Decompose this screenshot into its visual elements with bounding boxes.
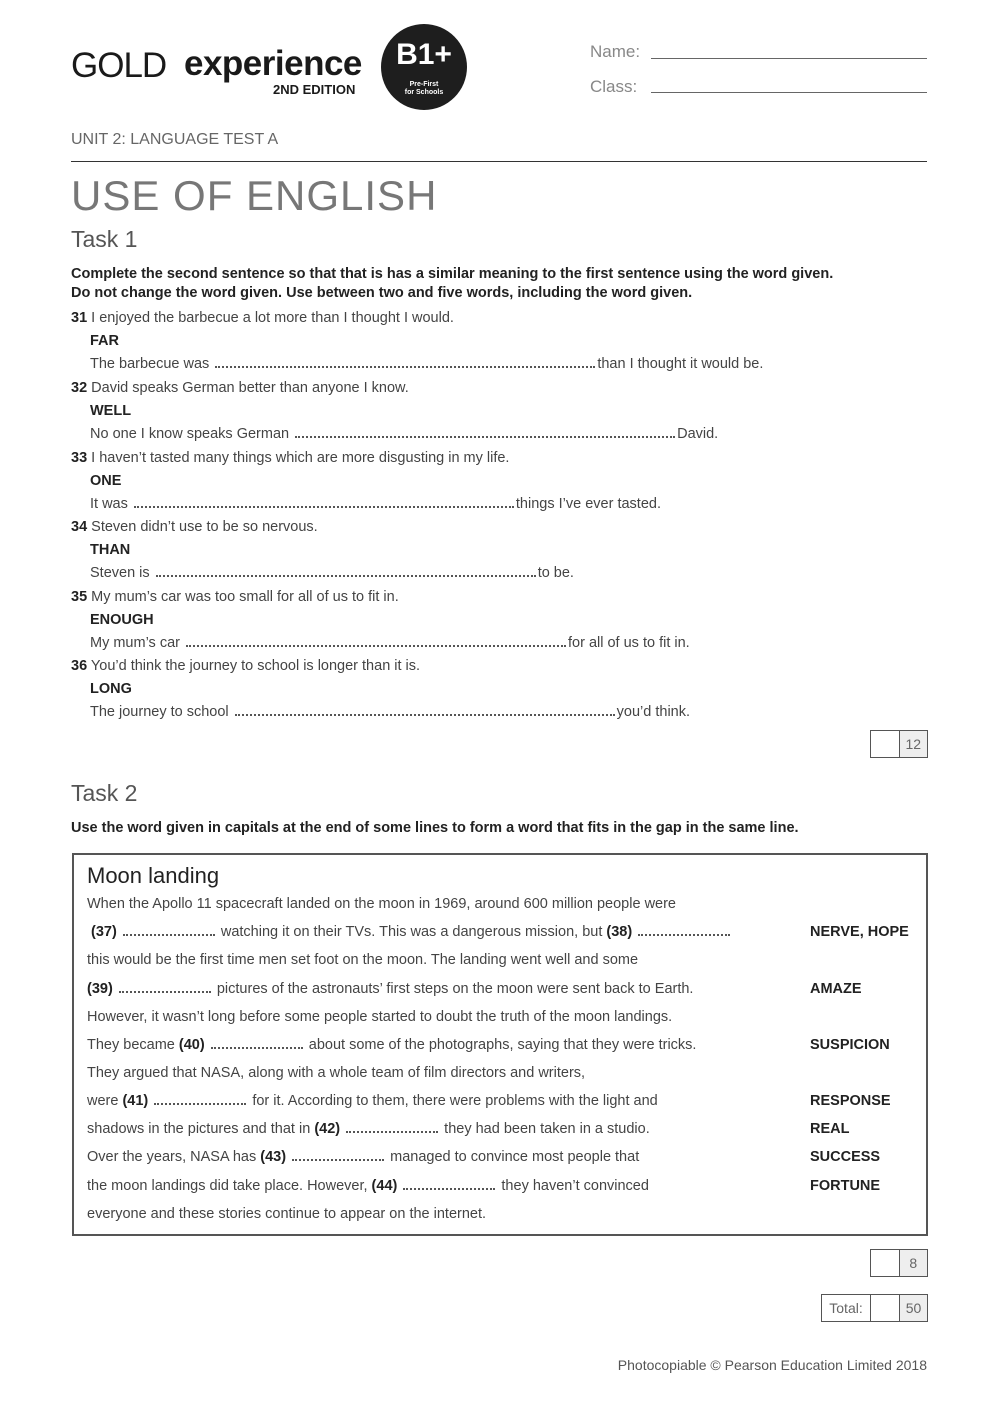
gap-number-42: (42) — [314, 1121, 341, 1137]
keyword-35: ENOUGH — [90, 612, 154, 628]
task1-instruction-line2: Do not change the word given. Use between two and five words, including the word given. — [71, 285, 693, 301]
total-label: Total: — [822, 1295, 871, 1321]
brand-gold: GOLD — [71, 46, 167, 85]
story-line — [87, 1093, 658, 1109]
story-line — [87, 1121, 650, 1137]
story-title: Moon landing — [87, 863, 220, 888]
story-line: They argued that NASA, along with a whole team of film directors and writers, — [87, 1065, 586, 1081]
story-text: the moon landings did take place. However, — [87, 1178, 368, 1194]
question-sentence: You’d think the journey to school is longer than it is. — [90, 658, 421, 674]
story-text: Over the years, NASA has — [87, 1149, 257, 1165]
question-35 — [71, 589, 399, 605]
gap-37[interactable] — [123, 926, 215, 936]
story-line — [87, 1178, 649, 1194]
story-text: They became — [87, 1037, 175, 1053]
story-text: about some of the photographs, saying that they were tricks. — [308, 1037, 697, 1053]
story-text: were — [87, 1093, 119, 1109]
task1-score-max: 12 — [900, 731, 928, 757]
divider — [71, 161, 927, 162]
keyword-31: FAR — [90, 333, 119, 349]
name-label: Name: — [590, 42, 641, 61]
question-sentence: I haven’t tasted many things which are more disgusting in my life. — [91, 450, 510, 466]
capital-word-42: REAL — [810, 1121, 850, 1137]
task2-score-max: 8 — [900, 1250, 928, 1276]
keyword-34: THAN — [90, 542, 131, 558]
question-number: 33 — [71, 450, 88, 466]
section-title: USE OF ENGLISH — [71, 172, 438, 219]
question-number: 31 — [71, 310, 88, 326]
story-line: However, it wasn’t long before some people started to doubt the truth of the moon landings. — [87, 1009, 673, 1025]
gap-number-40: (40) — [178, 1037, 205, 1053]
capital-word-44: FORTUNE — [810, 1178, 881, 1194]
task2-score-box — [870, 1249, 928, 1277]
level-badge — [381, 24, 467, 110]
question-33 — [71, 450, 509, 466]
keyword-36: LONG — [90, 681, 132, 697]
story-text: for it. According to them, there were problems with the light and — [252, 1093, 658, 1109]
gap-41[interactable] — [154, 1095, 246, 1105]
question-sentence: Steven didn’t use to be so nervous. — [91, 519, 318, 535]
answer-line-32 — [90, 426, 718, 442]
task2-score-input[interactable] — [871, 1250, 900, 1276]
gap-44[interactable] — [403, 1180, 495, 1190]
question-34 — [71, 519, 318, 535]
answer-gap-31[interactable] — [215, 358, 595, 368]
question-sentence: I enjoyed the barbecue a lot more than I thought I would. — [91, 310, 454, 326]
brand-experience: experience — [184, 44, 362, 83]
story-line: everyone and these stories continue to appear on the internet. — [87, 1206, 487, 1222]
capital-word-43: SUCCESS — [810, 1149, 881, 1165]
answer-gap-36[interactable] — [235, 706, 615, 716]
gap-42[interactable] — [346, 1123, 438, 1133]
answer-prefix: The journey to school — [90, 704, 229, 720]
answer-prefix: It was — [90, 496, 128, 512]
gap-40[interactable] — [211, 1039, 303, 1049]
answer-prefix: Steven is — [90, 565, 150, 581]
gap-number-43: (43) — [260, 1149, 287, 1165]
gap-38[interactable] — [638, 926, 730, 936]
story-line: When the Apollo 11 spacecraft landed on the moon in 1969, around 600 million people were — [87, 896, 676, 912]
answer-line-36 — [90, 704, 690, 720]
footer-copyright: Photocopiable © Pearson Education Limited 2018 — [617, 1357, 927, 1373]
name-field[interactable] — [651, 58, 927, 59]
total-score-box — [821, 1294, 928, 1322]
answer-gap-35[interactable] — [186, 637, 566, 647]
level-text: B1+ — [396, 38, 452, 71]
answer-line-35 — [90, 635, 690, 651]
question-sentence: My mum’s car was too small for all of us to fit in. — [91, 589, 399, 605]
story-line — [87, 1149, 639, 1165]
answer-gap-34[interactable] — [156, 567, 536, 577]
answer-line-33 — [90, 496, 661, 512]
answer-suffix: you’d think. — [616, 704, 691, 720]
class-label: Class: — [590, 77, 638, 96]
question-32 — [71, 380, 409, 396]
level-sub-2: for Schools — [404, 89, 444, 96]
task1-score-input[interactable] — [871, 731, 900, 757]
story-text: they haven’t convinced — [501, 1178, 649, 1194]
unit-label: UNIT 2: LANGUAGE TEST A — [71, 131, 279, 148]
task2-title: Task 2 — [71, 780, 138, 806]
level-subtitle — [381, 81, 467, 97]
task1-title: Task 1 — [71, 226, 138, 252]
answer-suffix: to be. — [537, 565, 574, 581]
story-line — [87, 1037, 696, 1053]
gap-number-37: (37) — [91, 924, 117, 940]
edition-label: 2ND EDITION — [273, 82, 356, 97]
gap-number-38: (38) — [606, 924, 633, 940]
answer-suffix: for all of us to fit in. — [568, 635, 690, 651]
answer-prefix: My mum’s car — [90, 635, 180, 651]
class-field[interactable] — [651, 92, 927, 93]
gap-number-44: (44) — [371, 1178, 398, 1194]
answer-gap-33[interactable] — [134, 498, 514, 508]
answer-gap-32[interactable] — [295, 428, 675, 438]
gap-43[interactable] — [292, 1151, 384, 1161]
story-text: watching it on their TVs. This was a dangerous mission, but — [220, 924, 603, 940]
gap-number-39: (39) — [87, 981, 113, 997]
answer-line-34 — [90, 565, 574, 581]
question-sentence: David speaks German better than anyone I know. — [91, 380, 409, 396]
question-number: 36 — [71, 658, 88, 674]
answer-prefix: No one I know speaks German — [90, 426, 290, 442]
question-36 — [71, 658, 420, 674]
question-number: 32 — [71, 380, 88, 396]
task1-instruction — [71, 265, 951, 303]
level-sub-1: Pre-First — [409, 81, 439, 88]
story-text: they had been taken in a studio. — [444, 1121, 650, 1137]
gap-39[interactable] — [119, 983, 211, 993]
answer-suffix: David. — [677, 426, 719, 442]
total-score-input[interactable] — [871, 1295, 900, 1321]
story-line: this would be the first time men set foot on the moon. The landing went well and some — [87, 952, 639, 968]
task1-score-box — [870, 730, 928, 758]
question-31 — [71, 310, 454, 326]
capital-word-39: AMAZE — [810, 981, 862, 997]
capital-word-40: SUSPICION — [810, 1037, 890, 1053]
keyword-33: ONE — [90, 473, 122, 489]
answer-prefix: The barbecue was — [90, 356, 210, 372]
gap-number-41: (41) — [122, 1093, 149, 1109]
total-score-max: 50 — [900, 1295, 927, 1321]
story-line — [91, 924, 732, 940]
story-text: pictures of the astronauts’ first steps on the moon were sent back to Earth. — [216, 981, 694, 997]
keyword-32: WELL — [90, 403, 132, 419]
task1-instruction-line1: Complete the second sentence so that that is has a similar meaning to the first sentence using the word given. — [71, 266, 834, 282]
story-text: managed to convince most people that — [390, 1149, 640, 1165]
story-line — [87, 981, 693, 997]
answer-suffix: things I’ve ever tasted. — [515, 496, 661, 512]
story-text: shadows in the pictures and that in — [87, 1121, 311, 1137]
task2-instruction: Use the word given in capitals at the end of some lines to form a word that fits in the gap in the same line. — [71, 820, 799, 836]
capital-word-41: RESPONSE — [810, 1093, 891, 1109]
question-number: 35 — [71, 589, 88, 605]
question-number: 34 — [71, 519, 88, 535]
capital-word-37-38: NERVE, HOPE — [810, 924, 909, 940]
answer-line-31 — [90, 356, 763, 372]
answer-suffix: than I thought it would be. — [597, 356, 764, 372]
